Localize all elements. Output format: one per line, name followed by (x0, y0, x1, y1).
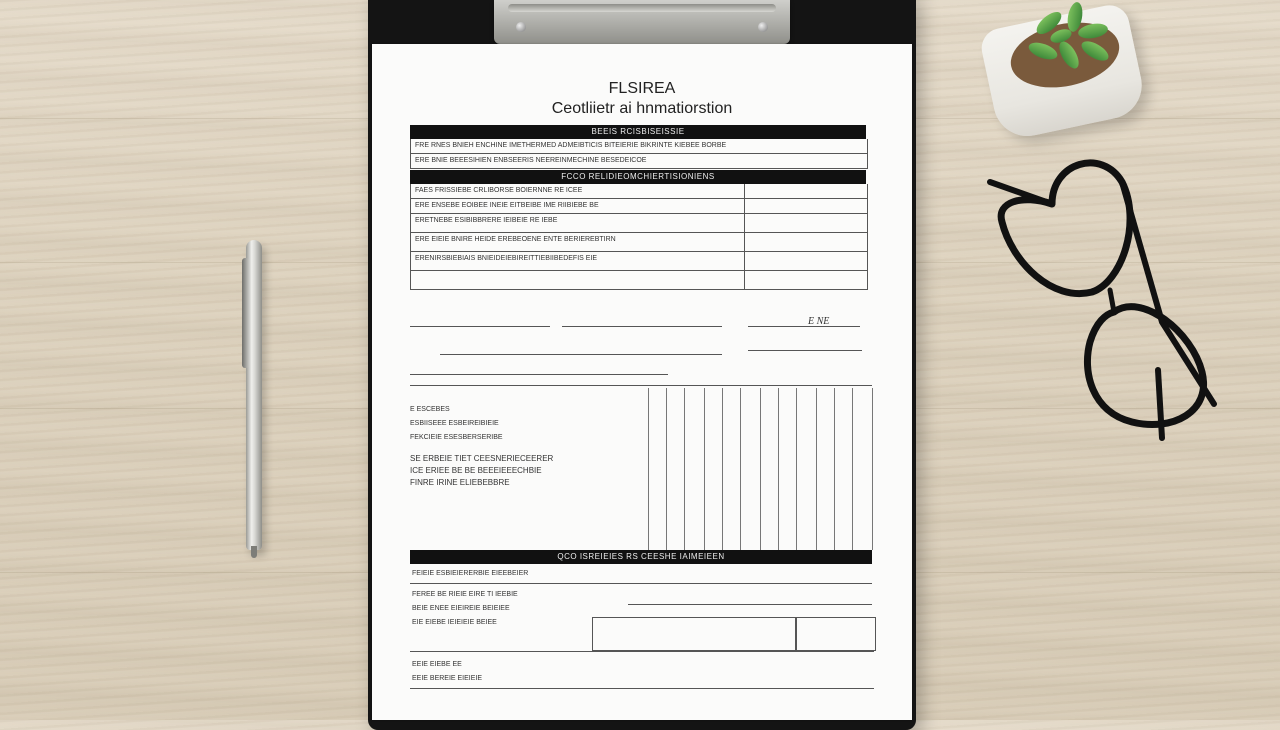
form-box (592, 617, 796, 651)
field-label: E ESCEBES (410, 406, 450, 413)
field-label: ICE ERIEE BE BE BEEEIEEECHBIE (410, 466, 542, 475)
succulent-plant (984, 4, 1160, 132)
divider (410, 651, 874, 652)
clip-rivet-right (758, 22, 768, 32)
field-label: SE ERBEIE TIET CEESNERIECEERER (410, 454, 554, 463)
field-label: FEIEIE ESBIEIERERBIE EIEEBEIER (412, 570, 529, 577)
signature-line (410, 326, 550, 327)
field-label: ESBIISEEE ESBEIREIBIEIE (410, 420, 499, 427)
field-label: EEIE EIEBE EE (412, 661, 462, 668)
divider (628, 604, 872, 605)
pen (240, 240, 266, 558)
eyeglasses (982, 142, 1222, 442)
form-box (796, 617, 876, 651)
form-row (410, 271, 868, 290)
document-subtitle: Ceotliietr ai hnmatiorstion (551, 100, 733, 117)
divider (410, 385, 872, 386)
signature-line (410, 374, 668, 375)
clip-bar (508, 4, 776, 12)
divider (410, 583, 872, 584)
section-header: BEEIS RCISBISEISSIE (410, 125, 866, 139)
field-label: EIE EIEBE IEIEIEIE BEIEE (412, 619, 497, 626)
signature-line (562, 326, 722, 327)
pen-tip (251, 546, 257, 558)
form-row: FAES FRISSIEBE CRLIBORSE BOIERNNE RE ICEE (410, 184, 868, 199)
divider (410, 688, 874, 689)
field-label: FINRE IRINE ELIEBEBBRE (410, 478, 510, 487)
signature-line (440, 354, 722, 355)
field-label: FEKCIEIE ESESBERSERIBE (410, 434, 503, 441)
field-label: EEIE BEREIE EIEIEIE (412, 675, 483, 682)
field-label: FEREE BE RIEIE EIRE TI IEEBIE (412, 591, 518, 598)
pen-clip (242, 258, 249, 368)
section-header: FCCO RELIDIEOMCHIERTISIONIENS (410, 170, 866, 184)
form-row: ERENIRSBIEBIAIS BNIEIDEIEBIREITTIEBIIBEDEFIS EIE (410, 252, 868, 271)
form-row: FRE RNES BNIEH ENCHINE IMETHERMED ADMEIBTICIS BITEIERIE BIKRINTE KIEBEE BORBE (410, 139, 868, 154)
form-row: ERE ENSEBE EOIBEE INEIE EITBEIBE IME RIIBIEBE BE (410, 199, 868, 214)
form-row: ERE BNIE BEEESIHIEN ENBSEERIS NEEREINMECHINE BESEDEICOE (410, 154, 868, 169)
signature-text: E NE (808, 316, 830, 327)
form-row: ERETNEBE ESIBIBBRERE IEIBEIE RE IEBE (410, 214, 868, 233)
form-row: ERE EIEIE BNIRE HEIDE EREBEOENE ENTE BERIEREBTIRN (410, 233, 868, 252)
signature-line (748, 350, 862, 351)
ruled-grid (648, 388, 874, 550)
clip-rivet-left (516, 22, 526, 32)
table-divider (744, 184, 745, 290)
document-title: FLSIREA (608, 80, 676, 97)
document-sheet (372, 44, 912, 720)
signature-line (748, 326, 860, 327)
section-header: QCO ISREIEIES RS CEESHE IAIMEIEEN (410, 550, 872, 564)
field-label: BEIE ENEE EIEIREIE BEIEIEE (412, 605, 510, 612)
clipboard-clip (494, 0, 790, 44)
